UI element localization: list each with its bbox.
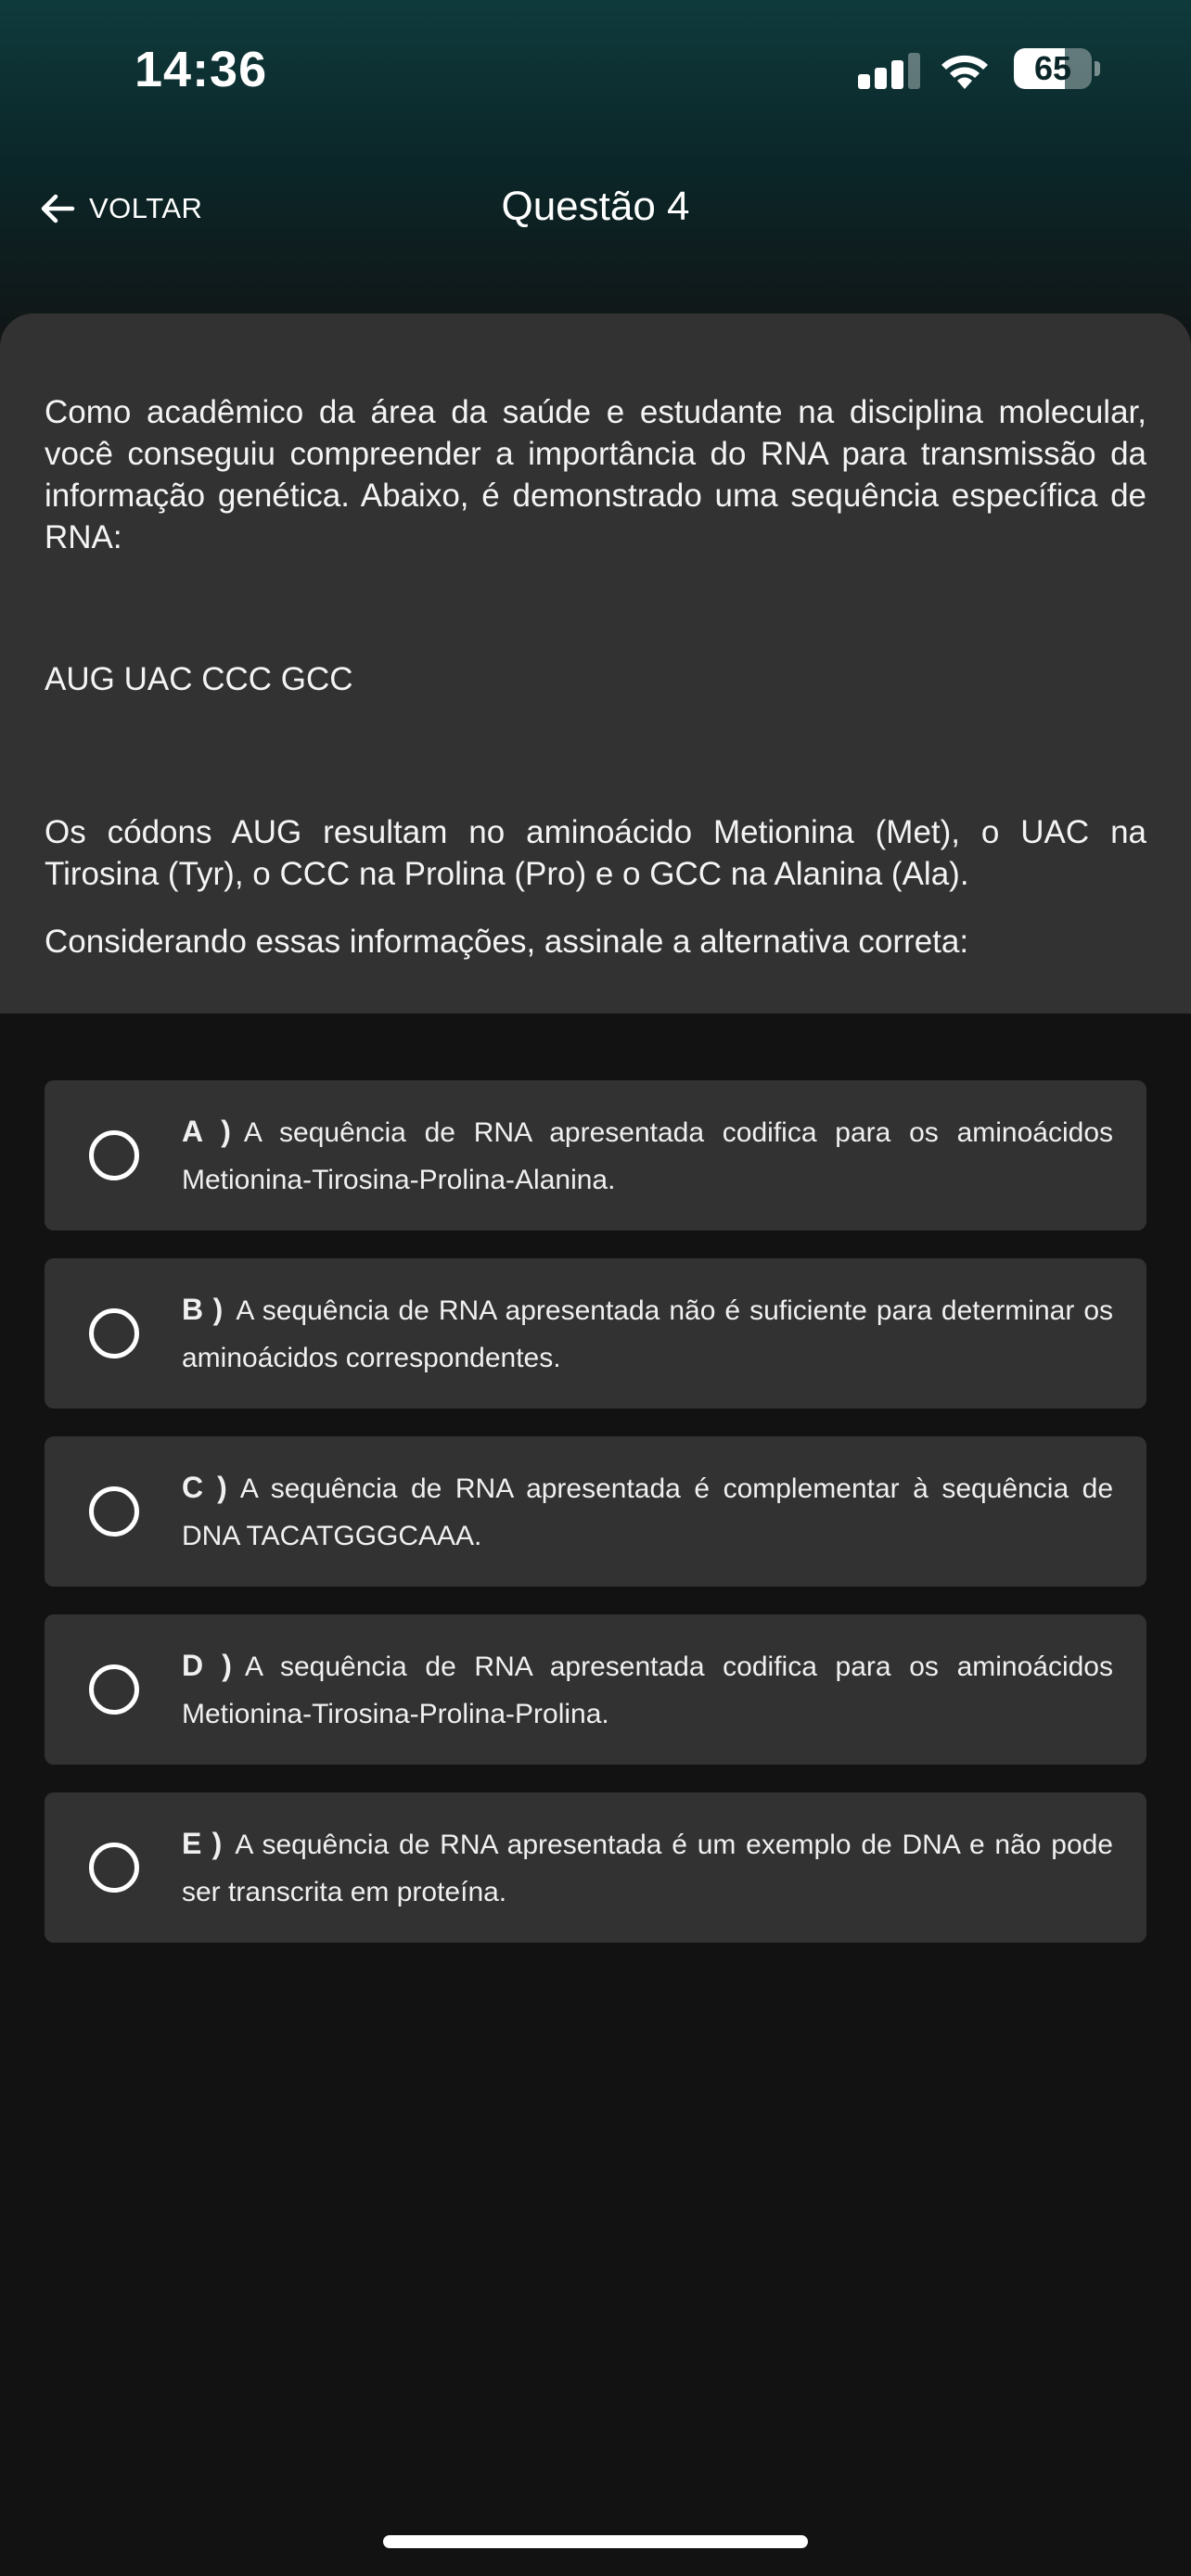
option-letter: A ) bbox=[182, 1115, 231, 1148]
option-letter: D ) bbox=[182, 1649, 232, 1682]
battery-icon bbox=[1014, 48, 1092, 89]
cellular-signal-icon bbox=[858, 52, 921, 89]
option-d[interactable] bbox=[45, 1614, 1146, 1765]
option-text bbox=[182, 1642, 1113, 1738]
option-letter: C ) bbox=[182, 1471, 227, 1504]
codons-description: Os códons AUG resultam no aminoácido Metionina (Met), o UAC na Tirosina (Tyr), o CCC na Prolina (Pro) e o GCC na Alanina (Ala). bbox=[45, 814, 1146, 892]
option-letter: E ) bbox=[182, 1827, 223, 1860]
option-label: A sequência de RNA apresentada não é suficiente para determinar os aminoácidos correspondentes. bbox=[182, 1295, 1114, 1373]
option-label: A sequência de RNA apresentada é um exemplo de DNA e não pode ser transcrita em proteína. bbox=[182, 1830, 1113, 1907]
answer-options bbox=[45, 1080, 1146, 1970]
option-text bbox=[182, 1286, 1113, 1382]
arrow-left-icon bbox=[37, 188, 78, 229]
question-prompt: Considerando essas informações, assinale a alternativa correta: bbox=[45, 924, 969, 960]
page-title: Questão 4 bbox=[501, 184, 690, 229]
radio-unselected-icon[interactable] bbox=[89, 1486, 139, 1537]
radio-unselected-icon[interactable] bbox=[89, 1130, 139, 1180]
battery-level: 65 bbox=[1033, 49, 1072, 87]
rna-sequence: AUG UAC CCC GCC bbox=[45, 661, 353, 697]
battery-nub bbox=[1095, 61, 1100, 76]
option-b[interactable] bbox=[45, 1258, 1146, 1409]
option-c[interactable] bbox=[45, 1436, 1146, 1587]
option-text bbox=[182, 1820, 1113, 1916]
option-text bbox=[182, 1108, 1113, 1204]
status-time: 14:36 bbox=[134, 42, 268, 97]
radio-unselected-icon[interactable] bbox=[89, 1308, 139, 1358]
option-e[interactable] bbox=[45, 1792, 1146, 1943]
option-text bbox=[182, 1464, 1113, 1560]
question-intro: Como acadêmico da área da saúde e estudante na disciplina molecular, você conseguiu compreender a importância do RNA para transmissão da informação genética. Abaixo, é demonstrado uma sequência específica de RNA: bbox=[45, 394, 1146, 555]
home-indicator[interactable] bbox=[383, 2535, 808, 2548]
option-label: A sequência de RNA apresentada codifica para os aminoácidos Metionina-Tirosina-Prolina-Prolina. bbox=[182, 1651, 1113, 1729]
option-label: A sequência de RNA apresentada é complementar à sequência de DNA TACATGGGCAAA. bbox=[182, 1473, 1114, 1551]
question-card bbox=[0, 313, 1191, 1014]
option-label: A sequência de RNA apresentada codifica para os aminoácidos Metionina-Tirosina-Prolina-Alanina. bbox=[182, 1117, 1114, 1195]
wifi-icon bbox=[937, 48, 992, 91]
option-a[interactable] bbox=[45, 1080, 1146, 1231]
option-letter: B ) bbox=[182, 1293, 224, 1326]
status-bar bbox=[0, 0, 1191, 139]
radio-unselected-icon[interactable] bbox=[89, 1843, 139, 1893]
back-label: VOLTAR bbox=[89, 192, 203, 224]
header bbox=[0, 167, 1191, 250]
back-button[interactable] bbox=[37, 185, 202, 232]
radio-unselected-icon[interactable] bbox=[89, 1664, 139, 1715]
